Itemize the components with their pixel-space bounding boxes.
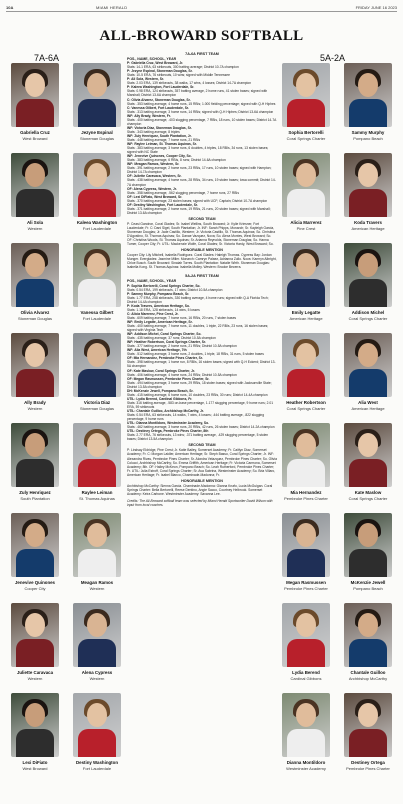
player-name: Meagan Ramos — [80, 580, 114, 585]
player-entry-stats: Stats: 10-5 ERA, 76 strikeouts, 10 wins; signed with Middle Tennessee — [127, 73, 230, 78]
player-school: Coral Springs Charter — [286, 406, 326, 411]
player-entry-stats: Stats: .435 batting average, 37 runs; District 10-5A champion — [127, 336, 216, 341]
player-entry-stats: Stats: .377 batting average, 2 home runs, 21 RBIs; District 10-5A champion — [127, 344, 237, 349]
player-school: Cooper City — [24, 586, 46, 591]
player-entry-lead: DH: McKenzie Jewell, Pompano Beach, Sr. — [127, 388, 194, 393]
player-card — [341, 333, 395, 421]
player-name: Lydia Berend — [292, 670, 320, 675]
player-card — [70, 603, 124, 691]
player-entry-lead: UTIL: Destiney Ortega, Pembroke Pines Charter, 8th — [127, 429, 209, 434]
player-photo — [282, 603, 330, 667]
player-name: Ali Sola — [26, 220, 44, 225]
player-card — [8, 153, 62, 241]
player-entry — [127, 126, 277, 134]
player-school: Western — [89, 676, 105, 681]
columns-header: POS., NAME, SCHOOL, YEAR — [127, 279, 177, 284]
player-card — [8, 693, 62, 781]
player-photo — [11, 63, 59, 127]
player-school: American Heritage — [351, 226, 385, 231]
first-team-7a-6a-list — [127, 61, 277, 215]
player-school: Cardinal Gibbons — [290, 676, 322, 681]
team-listing-text — [127, 50, 277, 795]
player-card — [279, 153, 333, 241]
player-card — [341, 603, 395, 691]
player-card — [8, 63, 62, 151]
player-name: Heather Robertson — [286, 400, 326, 405]
player-entry-stats: Stats: 1.77 ERA, 258 strikeouts, 330 batting average, 4 home runs; signed with Q-A Florida Tech; District 14-4A champion — [127, 295, 269, 304]
player-card — [341, 243, 395, 331]
player-entry-stats: Stats: 316 batting average, .583 on-base percentage, 1.177 slugging percentage, 9 home runs; 2.01 ERA, 59 strikeouts — [127, 400, 274, 409]
player-entry-lead: P: Kaleea Washington, Fort Lauderdale, Sr. — [127, 85, 195, 90]
player-card — [70, 243, 124, 331]
player-entry-stats: Stats: .313 batting average, 3 home runs, 14 RBIs; signed with Q-H Hiphes; District 13-6A champion — [127, 109, 274, 114]
player-entry-lead: INF: Victoria Diaz, Stoneman Douglas, Sr. — [127, 125, 192, 130]
class-label-5a-2a: 5A-2A — [320, 53, 346, 63]
player-name: Zuly Henriquez — [19, 490, 51, 495]
player-card — [70, 153, 124, 241]
player-entry — [127, 356, 277, 368]
player-school: Coral Springs Charter — [348, 496, 388, 501]
player-entry-stats: Stats: .462 batting average, 3 home runs, 20 RBIs, 42 runs, 26 stolen bases; District 14-2A champion — [127, 425, 275, 430]
player-name: Vanessa Gilbert — [80, 310, 114, 315]
columns-header: POS., NAME, SCHOOL, YEAR — [127, 57, 177, 62]
player-entry — [127, 162, 277, 174]
section-title: 5A-2A FIRST TEAM — [185, 274, 219, 279]
player-school: American Heritage — [289, 316, 323, 321]
player-school: West Broward — [22, 136, 48, 141]
player-entry-lead: INF: Jenevive Quinones, Cooper City, So. — [127, 154, 192, 159]
player-entry-stats: Stats: .494 batting average, 3 home runs, 29 RBIs, 18 stolen bases; signed with Jacksonville State; District 13-5A champion — [127, 380, 272, 389]
player-photo — [11, 153, 59, 217]
player-entry — [127, 320, 277, 332]
player-photo — [73, 153, 121, 217]
player-school: American Heritage — [351, 406, 385, 411]
player-name: Jezyne Espinal — [81, 130, 113, 135]
player-entry-stats: Stats: 0.98 ERA, 124 strikeouts, 357 batting average, 2 home runs, 41 stolen bases; signed with Marshall; District 13-6A champion — [127, 89, 268, 98]
player-photo — [11, 513, 59, 577]
player-entry-stats: Stats: 0.54 ERA, 63 strikeouts, 14 walks, 7 wins, 4 losses; .444 batting average, .822 slugging percentage, 9 home runs — [127, 413, 265, 422]
player-entry-lead: OF: Lexi DiFiato, West Broward, Sr. — [127, 194, 183, 199]
player-entry — [127, 85, 277, 97]
player-name: Destiney Ortega — [351, 760, 385, 765]
player-entry-lead: UTIL: Chantale Guilloo, Archbishop McCarthy, Jr. — [127, 408, 204, 413]
player-card — [8, 243, 62, 331]
player-entry — [127, 409, 277, 421]
player-entry-lead: UTIL: Lydia Berend, Cardinal Gibbons, Fr. — [127, 396, 193, 401]
credits-text: Credits: The All-Broward softball team was selected by Miami Herald Sportswriter David Wilson with input from local coaches. — [127, 498, 273, 507]
player-entry — [127, 340, 277, 348]
player-photo — [282, 513, 330, 577]
player-school: Fort Lauderdale — [82, 766, 112, 771]
player-name: Kaleea Washington — [76, 220, 118, 225]
player-entry-lead: C: Olivia Alvarez, Stoneman Douglas, Sr. — [127, 97, 191, 102]
player-entry-stats: Stats: .448 batting average, 7 home runs, 21 RBIs — [127, 137, 201, 142]
player-entry-lead: OF: Megan Rasmussen, Pembroke Pines Charter, Sr. — [127, 376, 210, 381]
player-entry-stats: Stats: .383 batting average, 6 RBIs, 8 runs; District 14-6A champion — [127, 158, 226, 163]
player-entry-lead: INF: Meagan Ramos, Western, Sr. — [127, 162, 180, 167]
player-entry — [127, 174, 277, 186]
player-photo — [282, 693, 330, 757]
player-photo — [73, 693, 121, 757]
section-title: 7A-6A FIRST TEAM — [185, 52, 219, 56]
player-entry — [127, 134, 277, 142]
player-entry-lead: OF: Destiny Washington, Fort Lauderdale, Sr. — [127, 202, 198, 207]
player-photo — [344, 693, 392, 757]
player-entry-lead: INF: Ally Brady, Western, Fr. — [127, 113, 171, 118]
player-entry-lead: INF: Raylee Leiman, St. Thomas Aquinas, Sr. — [127, 142, 197, 147]
player-entry-stats: Stats: 0.54 ERA, 199 strikeouts, 17 wins; District 10-5A champion — [127, 287, 223, 292]
player-name: Destiny Washington — [75, 760, 119, 765]
page-headline: ALL-BROWARD SOFTBALL — [99, 28, 304, 44]
player-school: South Plantation — [20, 496, 50, 501]
player-name: Victoria Diaz — [83, 400, 111, 405]
player-school: Pompano Beach — [353, 586, 383, 591]
player-photo — [11, 333, 59, 397]
player-entry — [127, 98, 277, 106]
player-entry — [127, 106, 277, 114]
player-card — [8, 513, 62, 601]
player-school: Fort Lauderdale — [82, 316, 112, 321]
player-entry-stats: Stats: 2.77 ERA, 76 strikeouts, 13 wins; .371 batting average, .429 slugging percentage, 5 stolen bases; District 13-5A champion — [127, 433, 269, 442]
player-photo — [282, 333, 330, 397]
player-card — [8, 603, 62, 691]
player-card — [279, 63, 333, 151]
player-photo — [344, 513, 392, 577]
player-card — [70, 513, 124, 601]
player-photo — [73, 603, 121, 667]
player-entry — [127, 142, 277, 154]
player-entry-stats: Stats: .609 batting average, 7 home runs, 16 RBIs, 20 runs, 7 stolen bases — [127, 315, 237, 320]
player-entry-stats: Stats: .383 batting average, 3 home runs, 6 doubles, 4 triples, 18 RBIs, 34 runs, 13 stolen bases; signed with NC State — [127, 146, 269, 155]
player-name: Dianna Montildoro — [286, 760, 326, 765]
player-name: Addison Michel — [351, 310, 385, 315]
player-entry-stats: Stats: 2.03 ERA, 139 strikeouts, 38 walks, 17 wins, 4 losses; District 14-7A champion — [127, 81, 252, 86]
player-entry-stats: Stats: .343 batting average, 8 triples — [127, 129, 180, 134]
player-school: Western — [27, 226, 43, 231]
player-entry-lead: OF: Kate Maslow, Coral Springs Charter, Jr. — [127, 368, 196, 373]
player-card — [341, 153, 395, 241]
player-name: Alena Cypress — [81, 670, 113, 675]
player-name: Sophia Bertorelli — [288, 130, 324, 135]
player-entry — [127, 304, 277, 312]
player-photo — [11, 243, 59, 307]
page-header-bar — [6, 3, 397, 12]
player-entry — [127, 187, 277, 195]
player-school: Stoneman Douglas — [17, 316, 53, 321]
player-photo — [11, 423, 59, 487]
player-school: St. Thomas Aquinas — [79, 496, 115, 501]
section-title: SECOND TEAM — [188, 443, 216, 448]
honorable-mention-5a-2a-text: Archbishop McCarthy: Sienna Garcia. Chaminade-Madonna: Gianna Knafo, Lucia McGuigan. Coral Springs Charter: Bella Bertorelli, Reese Dentino, Angie Sacco, Courtney Helbrook. Somerset Academy: Keira Carbone. Westminster Academy: Savanna Lee. — [127, 483, 273, 496]
player-entry — [127, 195, 277, 203]
player-school: Archbishop McCarthy — [348, 676, 388, 681]
player-photo — [344, 603, 392, 667]
player-photo — [282, 243, 330, 307]
player-entry-lead: INF: Addison Michel, Coral Springs Charter, So. — [127, 332, 202, 337]
player-entry — [127, 292, 277, 304]
player-photo — [282, 153, 330, 217]
player-school: Stoneman Douglas — [79, 406, 115, 411]
player-entry-stats: Stats: 1.18 ERA, 128 strikeouts, 14 wins, 5 losses — [127, 307, 200, 312]
player-entry — [127, 397, 277, 409]
player-card — [70, 63, 124, 151]
player-name: Chantale Guilloo — [350, 670, 386, 675]
issue-date: FRIDAY JUNE 16 2023 — [355, 5, 397, 10]
player-school: Pompano Beach — [353, 136, 383, 141]
player-school: Pembroke Pines Charter — [346, 766, 390, 771]
player-name: Kate Maslow — [354, 490, 382, 495]
player-photo — [73, 243, 121, 307]
player-photo — [344, 153, 392, 217]
player-photo — [73, 63, 121, 127]
player-entry-lead: C: Alicia Marrerez, Pine Crest, Jr. — [127, 311, 179, 316]
player-photo — [282, 423, 330, 487]
player-entry-stats: Stats: .371 batting average, 2 home runs, 19 RBIs, 21 runs, 20 stolen bases; signed with Marshall; District 13-6A champion — [127, 206, 271, 215]
player-name: Alicia Marrerez — [290, 220, 322, 225]
player-entry-lead: OF: Juliette Caravaca, Western, Sr. — [127, 174, 182, 179]
player-name: Emily Legatte — [291, 310, 321, 315]
player-entry-lead: OF: Alena Cypress, Western, Jr. — [127, 186, 177, 191]
player-school: Western — [89, 586, 105, 591]
player-entry-stats: Stats: .400 batting average, 7 home runs, 11 doubles, 1 triple, 22 RBIs, 23 runs, 16 stolen bases; signed with Virginia Tech — [127, 324, 269, 333]
player-school: West Broward — [22, 766, 48, 771]
player-entry — [127, 348, 277, 356]
player-school: Western — [27, 406, 43, 411]
player-school: Coral Springs Charter — [348, 316, 388, 321]
player-card — [341, 423, 395, 511]
player-card — [279, 333, 333, 421]
player-photo — [11, 693, 59, 757]
player-entry-stats: Stats: .406 batting average, 4 home runs, 24 RBIs; District 10-5A champion — [127, 372, 237, 377]
honorable-mention-7a-6a-text: Cooper City: Lily Mitchell, Isabella Rodriguez. Coral Glades: Haleigh Thomas. Cypress Bay: Jordan Munger. Everglades: Jasmine Miller. Monarch: Camryn Palaez, Adrianna Zullo. Nova: Kamryn Albright, Chloe Busch. South Broward: Sinaiah Torres. South Plantation: Natalie Wirth. Stoneman Douglas: Isabella Kong. St. Thomas Aquinas: Isabella Molley. Western: Brooke Becerra. — [127, 253, 277, 270]
section-title: HONORABLE MENTION — [181, 478, 223, 483]
player-entry-lead: UTIL: Dianna Montildoro, Westminster Academy, So. — [127, 421, 210, 426]
player-entry-stats: Stats: .512 batting average, 3 home runs, 2 doubles, 1 triple, 18 RBIs, 31 runs, 5 stolen bases — [127, 352, 264, 357]
player-entry-stats: Stats: .438 batting average, 4 home runs, 28 RBIs, 34 runs, 19 stolen bases; Iowa commit; District 14-7A champion — [127, 178, 276, 187]
player-entry-stats: Stats: .415 batting average, 6 home runs, 10 doubles, 23 RBIs, 30 runs; District 14-4A champion — [127, 392, 268, 397]
player-name: Raylee Leiman — [81, 490, 113, 495]
player-entry-stats: Stats: .358 batting average, .562 slugging percentage, 7 home runs, 27 RBIs — [127, 190, 239, 195]
player-entry-lead: INF: Alia West, American Heritage, 7th — [127, 348, 187, 353]
first-team-5a-2a-list — [127, 284, 277, 442]
player-entry — [127, 369, 277, 377]
player-entry-stats: Stats: .391 batting average, 2 home runs, 23 RBIs, 17 runs, 10 stolen bases; signed with Hampton; District 14-7A champion — [127, 166, 272, 175]
second-team-7a-6a-text: P: Ceasi Gandron, Coral Glades; Sr. Isabel Wellins, South Broward; Jr. Kylie Kriesner, Fort Lauderdale; Fr. C: Dani Sigel, South Plantation; Jr. INF: Sarah Phipps, Monarch; Sr. Kayleigh Garcia, Stoneman Douglas; Jr. Jade Castillo, Western; Jr. Victoria Castillo, St. Thomas Aquinas; So. Christina D'Agostino, St. Thomas Aquinas; So. Danae Vazquez, Nova; So. Alexa Montes, West Broward; So. OF: Christina Woods, St. Thomas Aquinas; Sr. Arianna Reynolds, Stoneman Douglas; So. Hanna Tumer, Cooper City; Fr. UTIL: Mackenzie Wolfe, Coral Glades; Sr. Victoria Hardy, West Broward; So. — [127, 221, 276, 247]
player-entry — [127, 312, 277, 320]
player-photo — [11, 603, 59, 667]
player-entry-lead: INF: Heather Robertson, Coral Springs Charter, Sr. — [127, 340, 206, 345]
player-name: Lexi DiFiato — [22, 760, 48, 765]
player-school: Stoneman Douglas — [79, 136, 115, 141]
player-entry — [127, 332, 277, 340]
player-photo — [73, 513, 121, 577]
player-entry — [127, 389, 277, 397]
player-entry — [127, 69, 277, 77]
player-name: Mia Hernandez — [290, 490, 322, 495]
player-photo — [344, 63, 392, 127]
player-entry — [127, 154, 277, 162]
player-card — [341, 513, 395, 601]
player-name: Ally Brady — [24, 400, 46, 405]
player-entry — [127, 429, 277, 441]
player-card — [279, 693, 333, 781]
player-photo — [73, 423, 121, 487]
player-card — [70, 423, 124, 511]
player-entry-lead: INF: Emily Legatte, American Heritage, Sr. — [127, 319, 193, 324]
player-name: Koda Travers — [354, 220, 382, 225]
player-card — [341, 63, 395, 151]
player-card — [8, 423, 62, 511]
player-name: Sammy Murphy — [351, 130, 385, 135]
publication-name: MIAMI HERALD — [96, 5, 128, 10]
player-card — [279, 423, 333, 511]
player-school: Pembroke Pines Charter — [284, 586, 328, 591]
player-entry-stats: Stats: .370 batting average, 23 stolen bases; signed with UCF; Captain; District 10-7A champion — [127, 198, 268, 203]
player-card — [341, 693, 395, 781]
player-card — [279, 603, 333, 691]
player-entry-lead: P: Sophia Bertorelli, Coral Springs Charter, So. — [127, 283, 201, 288]
player-entry-lead: P: Koda Travers, American Heritage, So. — [127, 303, 190, 308]
player-school: Fort Lauderdale — [82, 226, 112, 231]
player-entry-stats: Stats: .398 batting average, 1 home run, 8 RBIs, 16 stolen bases; signed with Q-H Eckerd; District 13-5A champion — [127, 360, 276, 369]
class-label-7a-6a: 7A-6A — [34, 53, 60, 63]
player-card — [70, 693, 124, 781]
player-name: Megan Rasmussen — [286, 580, 326, 585]
player-entry-lead: P: Sammy Murphy, Pompano Beach, Sr. — [127, 291, 190, 296]
player-entry-lead: P: Ali Sola, Western, Sr. — [127, 77, 165, 82]
section-title: SECOND TEAM — [188, 216, 216, 221]
player-entry-lead: P: Jezyne Espinal, Stoneman Douglas, Sr. — [127, 69, 193, 74]
player-entry — [127, 284, 277, 292]
player-card — [279, 513, 333, 601]
player-entry — [127, 203, 277, 215]
section-title: HONORABLE MENTION — [181, 248, 223, 253]
player-school: Coral Springs Charter — [286, 136, 326, 141]
player-entry-stats: Stats: .400 batting average, .403 slugging percentage, 7 RBIs, 18 runs, 10 stolen bases; District 14-7A champion — [127, 117, 277, 126]
player-entry — [127, 114, 277, 126]
player-entry-lead: P: Gabriella Cruz, West Broward, Jr. — [127, 61, 184, 66]
player-name: Gabriella Cruz — [20, 130, 50, 135]
player-school: Western — [27, 676, 43, 681]
page-number: 10A — [6, 5, 14, 10]
player-entry-lead: INF: Zuly Henriquez, South Plantation, Jr. — [127, 133, 192, 138]
player-school: Westminster Academy — [286, 766, 326, 771]
player-entry-stats: Stats: 14-1 ERA, 63 strikeouts, 300 batting average; District 10-7A champion — [127, 65, 239, 70]
player-name: Juliette Caravaca — [16, 670, 54, 675]
player-entry-lead: C: Vanessa Gilbert, Fort Lauderdale, Sr. — [127, 105, 189, 110]
player-entry — [127, 61, 277, 69]
player-name: Olivia Alvarez — [20, 310, 50, 315]
player-entry — [127, 77, 277, 85]
player-photo — [344, 423, 392, 487]
player-name: Jenevive Quinones — [14, 580, 56, 585]
player-photo — [344, 243, 392, 307]
player-card — [70, 333, 124, 421]
player-entry — [127, 377, 277, 389]
player-card — [279, 243, 333, 331]
second-team-5a-2a-text: P: Lindsay Eldridge, Pine Crest; Jr. Katie Bailey, Somerset Academy; Fr. Caitlyn Diaz, Somerset Academy; Fr. C: Morgan Laidler, American Heritage; Sr. Steph Basso, Coral Springs Charter; Jr. INF: Alexandra Rivas, Pembroke Pines Charter; Sr. Alondra Velazquez, Pembroke Pines Charter; So. Olivia Colucci, Archbishop McCarthy; So. Emma Griffith, American Heritage; Fr. Victoria Carmona, Somerset Academy; 8th. OF: Hailey McKeon, Pompano Beach; So. Leah Rutherford, Pembroke Pines Charter; Fr. UTIL: Julia Estroff, Coral Springs Charter; Sr. Ava Sabrina, Westminster Academy; So. Bria Villaro, American Heritage; Fr. Isabel Blanco, Chaminade-Madonna; Fr. — [127, 448, 277, 477]
player-entry-lead: OF: Mia Hernandez, Pembroke Pines Charter, Sr. — [127, 356, 203, 361]
player-entry — [127, 421, 277, 429]
player-card — [8, 333, 62, 421]
player-entry-stats: Stats: .353 batting average, 4 home runs, 15 RBIs; 1.000 fielding percentage; signed with Q-H Hiphes — [127, 101, 276, 106]
player-name: Alia West — [358, 400, 378, 405]
player-photo — [73, 333, 121, 397]
player-name: McKenzie Jewell — [350, 580, 386, 585]
player-photo — [282, 63, 330, 127]
player-school: Pembroke Pines Charter — [284, 496, 328, 501]
player-photo — [344, 333, 392, 397]
player-school: Pine Crest — [296, 226, 316, 231]
